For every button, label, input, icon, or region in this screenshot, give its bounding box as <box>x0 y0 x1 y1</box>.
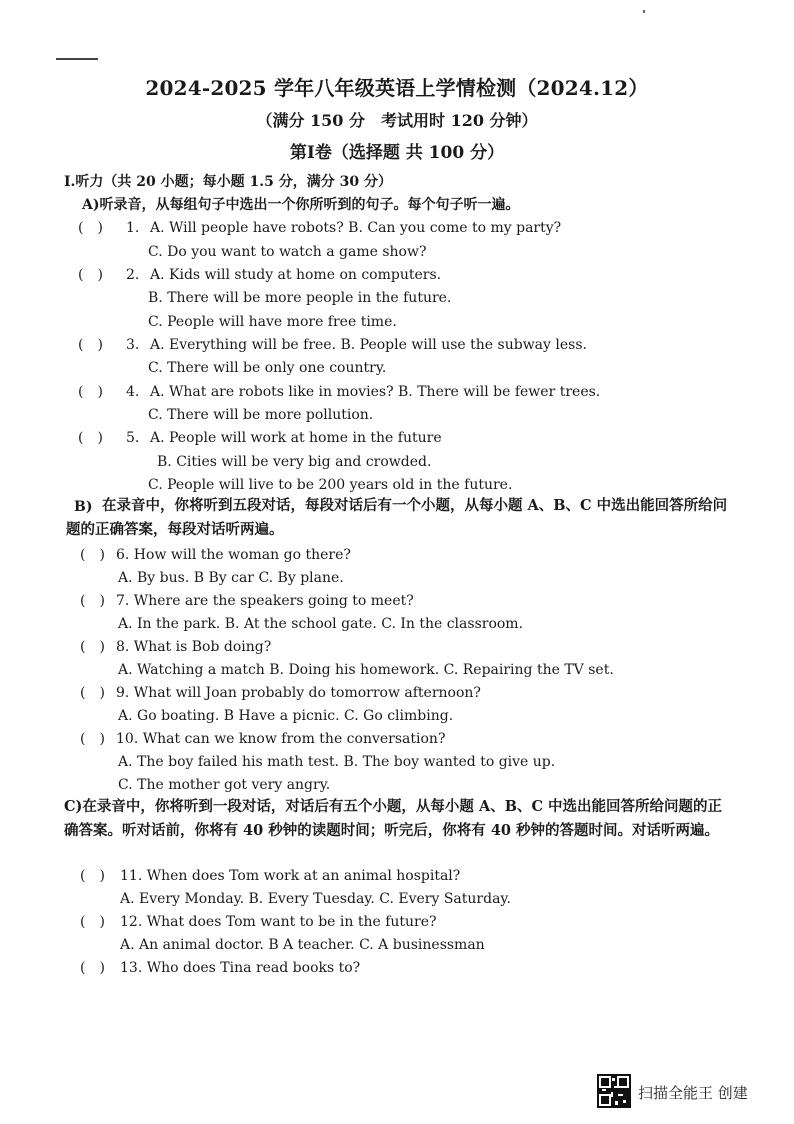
question-text: 13. Who does Tina read books to? <box>120 960 361 976</box>
question-options: A. Will people have robots? B. Can you come to my party? <box>150 220 562 236</box>
question-text: 9. What will Joan probably do tomorrow afternoon? <box>116 685 481 701</box>
scanner-watermark: 扫描全能王 创建 <box>638 1084 748 1102</box>
question-options: B. There will be more people in the future. <box>148 290 452 306</box>
question-text: 6. How will the woman go there? <box>116 547 351 563</box>
answer-paren: ( ) <box>78 220 103 236</box>
question-text: 7. Where are the speakers going to meet? <box>116 593 414 609</box>
question-text: 10. What can we know from the conversation? <box>116 731 446 747</box>
question-options: A. Go boating. B Have a picnic. C. Go climbing. <box>118 708 454 724</box>
question-text: 12. What does Tom want to be in the future? <box>120 914 437 930</box>
answer-paren: ( ) <box>78 337 103 353</box>
exam-title: 2024-2025 学年八年级英语上学情检测（2024.12） <box>145 76 649 100</box>
sectionA-instruction: A)听录音，从每组句子中选出一个你所听到的句子。每个句子听一遍。 <box>82 197 520 213</box>
question-options: A. People will work at home in the future <box>150 430 442 446</box>
question-options: B. Cities will be very big and crowded. <box>157 454 432 470</box>
question-options: A. The boy failed his math test. B. The boy wanted to give up. <box>118 754 556 770</box>
question-number: 3. <box>126 337 140 353</box>
question-options: A. An animal doctor. B A teacher. C. A businessman <box>120 937 485 953</box>
score-time-note: （满分 150 分 考试用时 120 分钟） <box>256 111 538 130</box>
question-options: A. What are robots like in movies? B. There will be fewer trees. <box>150 384 601 400</box>
question-text: 11. When does Tom work at an animal hospital? <box>120 868 461 884</box>
question-options: C. Do you want to watch a game show? <box>148 244 427 260</box>
question-options: A. Kids will study at home on computers. <box>150 267 442 283</box>
question-options: A. In the park. B. At the school gate. C. In the classroom. <box>118 616 524 632</box>
question-options: A. By bus. B By car C. By plane. <box>118 570 344 586</box>
question-options: A. Every Monday. B. Every Tuesday. C. Every Saturday. <box>120 891 511 907</box>
question-number: 2. <box>126 267 140 283</box>
part1-heading: Ⅰ.听力（共 20 小题；每小题 1.5 分，满分 30 分） <box>64 174 392 190</box>
question-number: 4. <box>126 384 140 400</box>
question-options: C. People will live to be 200 years old in the future. <box>148 477 513 493</box>
question-options: C. The mother got very angry. <box>118 777 331 793</box>
question-options: C. There will be more pollution. <box>148 407 374 423</box>
sectionB-label: B) <box>74 499 93 515</box>
question-options: A. Everything will be free. B. People will use the subway less. <box>150 337 587 353</box>
answer-paren: ( ) <box>80 731 105 747</box>
answer-paren: ( ) <box>80 593 105 609</box>
sectionB-instruction: 在录音中，你将听到五段对话，每段对话后有一个小题，从每小题 A、B、C 中选出能回答所给问题的正确答案，每段对话听两遍。 <box>66 497 728 538</box>
answer-paren: ( ) <box>78 267 103 283</box>
answer-paren: ( ) <box>80 639 105 655</box>
question-options: C. People will have more free time. <box>148 314 397 330</box>
volume-heading: 第Ⅰ卷（选择题 共 100 分） <box>289 143 505 163</box>
question-options: C. There will be only one country. <box>148 360 387 376</box>
answer-paren: ( ) <box>80 868 105 884</box>
qr-code-icon <box>597 1074 631 1108</box>
answer-paren: ( ) <box>80 914 105 930</box>
question-options: A. Watching a match B. Doing his homework. C. Repairing the TV set. <box>118 662 614 678</box>
sectionC-instruction: C)在录音中，你将听到一段对话，对话后有五个小题，从每小题 A、B、C 中选出能回答所给问题的正确答案。听对话前，你将有 40 秒钟的读题时间；听完后，你将有 40 秒钟的答题时间。对话听两遍。 <box>64 798 723 839</box>
scan-mark <box>56 58 98 60</box>
question-number: 1. <box>126 220 140 236</box>
answer-paren: ( ) <box>78 430 103 446</box>
question-text: 8. What is Bob doing? <box>116 639 272 655</box>
answer-paren: ( ) <box>80 547 105 563</box>
answer-paren: ( ) <box>80 685 105 701</box>
answer-paren: ( ) <box>80 960 105 976</box>
answer-paren: ( ) <box>78 384 103 400</box>
scan-speck <box>643 10 645 13</box>
question-number: 5. <box>126 430 140 446</box>
